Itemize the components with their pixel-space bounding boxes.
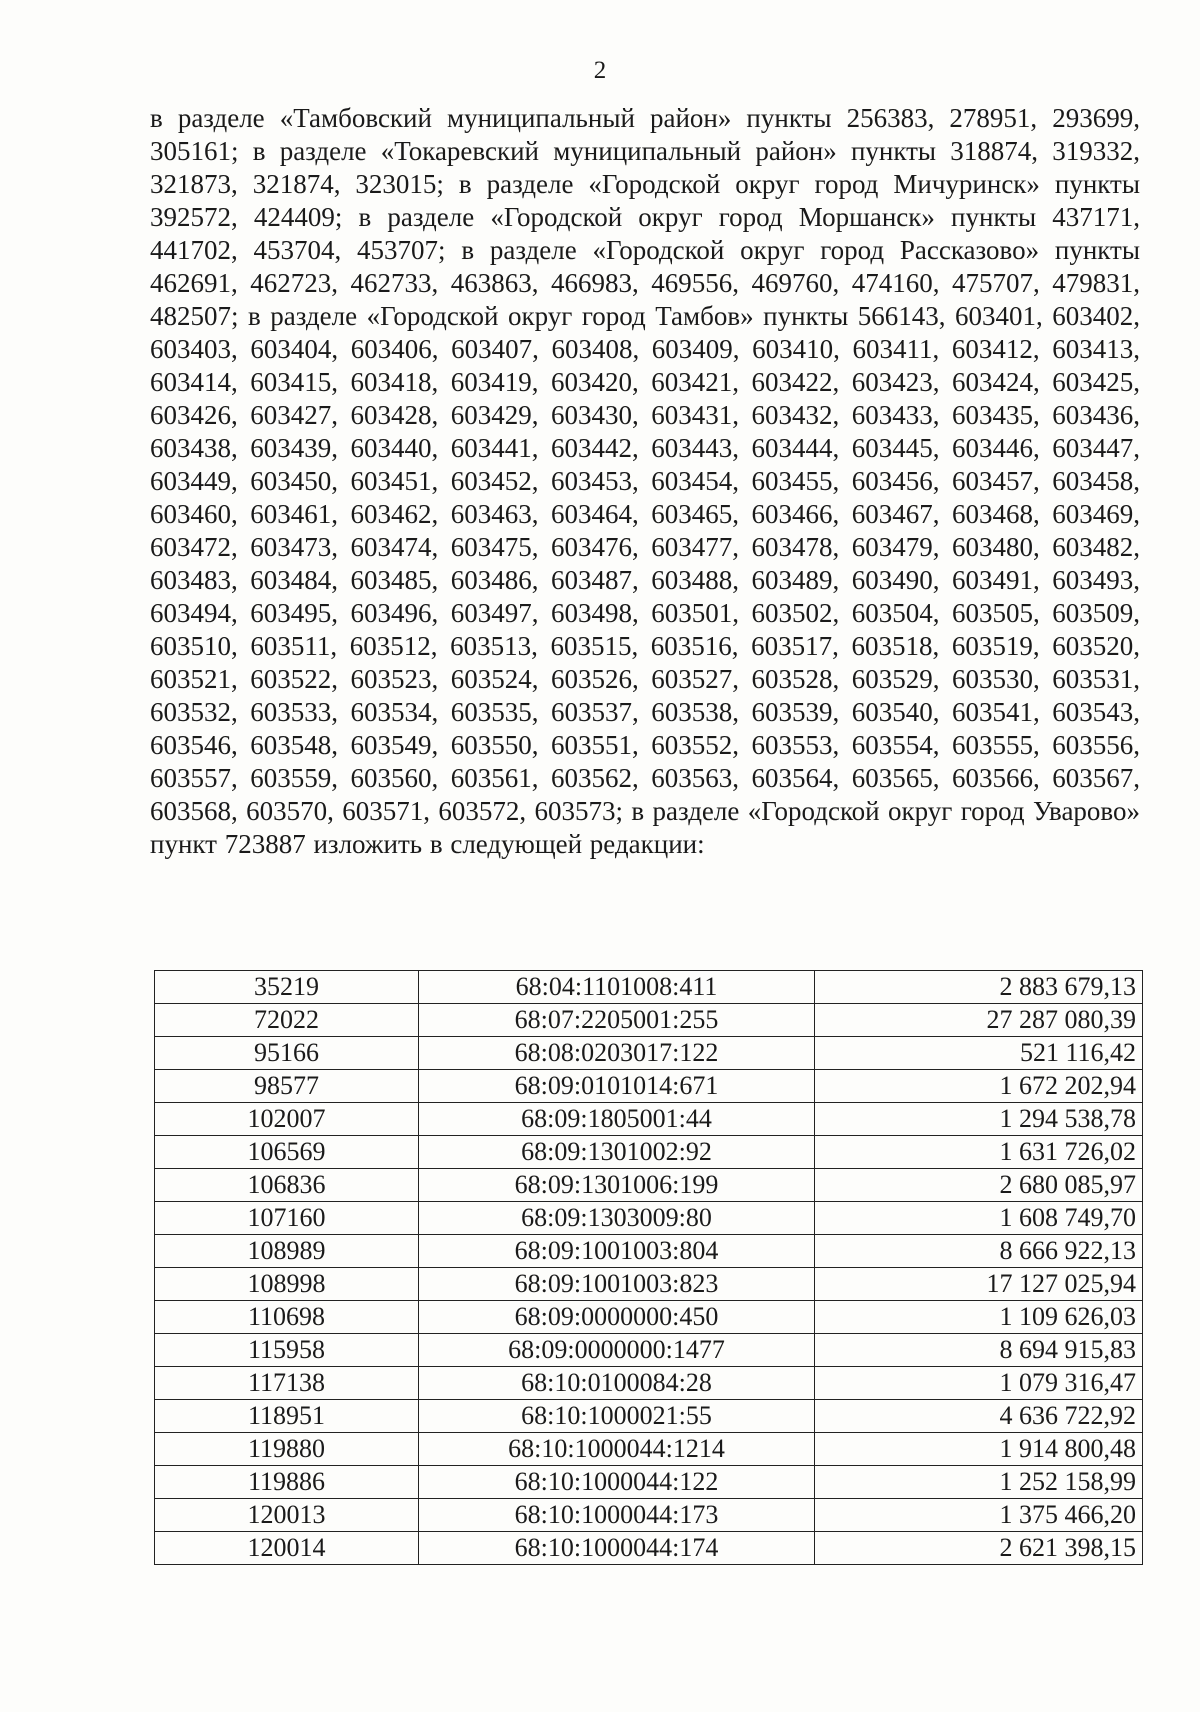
item-number-cell: 115958 <box>155 1334 419 1367</box>
cadastral-value-cell: 27 287 080,39 <box>815 1004 1143 1037</box>
cadastral-value-cell: 8 666 922,13 <box>815 1235 1143 1268</box>
cadastral-value-cell: 17 127 025,94 <box>815 1268 1143 1301</box>
cadastral-value-cell: 1 079 316,47 <box>815 1367 1143 1400</box>
table-body <box>155 971 1143 1565</box>
item-number-cell: 102007 <box>155 1103 419 1136</box>
table-row <box>155 971 1143 1004</box>
table-row <box>155 1070 1143 1103</box>
cadastral-value-cell: 2 883 679,13 <box>815 971 1143 1004</box>
cadastral-number-cell: 68:09:1001003:804 <box>419 1235 815 1268</box>
cadastral-value-cell: 4 636 722,92 <box>815 1400 1143 1433</box>
cadastral-number-cell: 68:10:0100084:28 <box>419 1367 815 1400</box>
item-number-cell: 106836 <box>155 1169 419 1202</box>
table-row <box>155 1136 1143 1169</box>
cadastral-number-cell: 68:09:1805001:44 <box>419 1103 815 1136</box>
item-number-cell: 107160 <box>155 1202 419 1235</box>
item-number-cell: 120013 <box>155 1499 419 1532</box>
cadastral-number-cell: 68:09:1301006:199 <box>419 1169 815 1202</box>
item-number-cell: 108998 <box>155 1268 419 1301</box>
table-row <box>155 1466 1143 1499</box>
cadastral-value-cell: 1 252 158,99 <box>815 1466 1143 1499</box>
cadastral-value-cell: 1 109 626,03 <box>815 1301 1143 1334</box>
cadastral-number-cell: 68:09:0000000:450 <box>419 1301 815 1334</box>
cadastral-value-cell: 1 672 202,94 <box>815 1070 1143 1103</box>
cadastral-value-cell: 8 694 915,83 <box>815 1334 1143 1367</box>
cadastral-number-cell: 68:10:1000044:122 <box>419 1466 815 1499</box>
cadastral-value-cell: 1 914 800,48 <box>815 1433 1143 1466</box>
cadastral-value-cell: 1 631 726,02 <box>815 1136 1143 1169</box>
cadastral-value-table <box>154 970 1143 1565</box>
table-row <box>155 1367 1143 1400</box>
item-number-cell: 119880 <box>155 1433 419 1466</box>
table-row <box>155 1301 1143 1334</box>
table-row <box>155 1103 1143 1136</box>
item-number-cell: 106569 <box>155 1136 419 1169</box>
item-number-cell: 35219 <box>155 971 419 1004</box>
cadastral-number-cell: 68:07:2205001:255 <box>419 1004 815 1037</box>
cadastral-number-cell: 68:08:0203017:122 <box>419 1037 815 1070</box>
table-row <box>155 1433 1143 1466</box>
cadastral-number-cell: 68:09:1001003:823 <box>419 1268 815 1301</box>
table-row <box>155 1202 1143 1235</box>
item-number-cell: 108989 <box>155 1235 419 1268</box>
item-number-cell: 119886 <box>155 1466 419 1499</box>
table-row <box>155 1400 1143 1433</box>
table-row <box>155 1235 1143 1268</box>
table-row <box>155 1499 1143 1532</box>
item-number-cell: 110698 <box>155 1301 419 1334</box>
cadastral-number-cell: 68:10:1000021:55 <box>419 1400 815 1433</box>
amendment-paragraph: в разделе «Тамбовский муниципальный район» пункты 256383, 278951, 293699, 305161; в разделе «Токаревский муниципальный район» пункты 318874, 319332, 321873, 321874, 323015; в разделе «Городской округ город Мичуринск» пункты 392572, 424409; в разделе «Городской округ город Моршанск» пункты 437171, 441702, 453704, 453707; в разделе «Городской округ город Рассказово» пункты 462691, 462723, 462733, 463863, 466983, 469556, 469760, 474160, 475707, 479831, 482507; в разделе «Городской округ город Тамбов» пункты 566143, 603401, 603402, 603403, 603404, 603406, 603407, 603408, 603409, 603410, 603411, 603412, 603413, 603414, 603415, 603418, 603419, 603420, 603421, 603422, 603423, 603424, 603425, 603426, 603427, 603428, 603429, 603430, 603431, 603432, 603433, 603435, 603436, 603438, 603439, 603440, 603441, 603442, 603443, 603444, 603445, 603446, 603447, 603449, 603450, 603451, 603452, 603453, 603454, 603455, 603456, 603457, 603458, 603460, 603461, 603462, 603463, 603464, 603465, 603466, 603467, 603468, 603469, 603472, 603473, 603474, 603475, 603476, 603477, 603478, 603479, 603480, 603482, 603483, 603484, 603485, 603486, 603487, 603488, 603489, 603490, 603491, 603493, 603494, 603495, 603496, 603497, 603498, 603501, 603502, 603504, 603505, 603509, 603510, 603511, 603512, 603513, 603515, 603516, 603517, 603518, 603519, 603520, 603521, 603522, 603523, 603524, 603526, 603527, 603528, 603529, 603530, 603531, 603532, 603533, 603534, 603535, 603537, 603538, 603539, 603540, 603541, 603543, 603546, 603548, 603549, 603550, 603551, 603552, 603553, 603554, 603555, 603556, 603557, 603559, 603560, 603561, 603562, 603563, 603564, 603565, 603566, 603567, 603568, 603570, 603571, 603572, 603573; в разделе «Городской округ город Уварово» пункт 723887 изложить в следующей редакции: <box>150 103 1140 859</box>
item-number-cell: 95166 <box>155 1037 419 1070</box>
cadastral-value-cell: 521 116,42 <box>815 1037 1143 1070</box>
cadastral-number-cell: 68:09:1303009:80 <box>419 1202 815 1235</box>
cadastral-number-cell: 68:09:1301002:92 <box>419 1136 815 1169</box>
cadastral-value-cell: 1 375 466,20 <box>815 1499 1143 1532</box>
cadastral-number-cell: 68:10:1000044:1214 <box>419 1433 815 1466</box>
cadastral-value-cell: 1 294 538,78 <box>815 1103 1143 1136</box>
item-number-cell: 120014 <box>155 1532 419 1565</box>
table-row <box>155 1268 1143 1301</box>
table-row <box>155 1037 1143 1070</box>
cadastral-value-cell: 1 608 749,70 <box>815 1202 1143 1235</box>
cadastral-number-cell: 68:10:1000044:174 <box>419 1532 815 1565</box>
table-row <box>155 1169 1143 1202</box>
item-number-cell: 118951 <box>155 1400 419 1433</box>
cadastral-number-cell: 68:04:1101008:411 <box>419 971 815 1004</box>
page-number: 2 <box>593 57 607 84</box>
cadastral-number-cell: 68:10:1000044:173 <box>419 1499 815 1532</box>
table-row <box>155 1004 1143 1037</box>
item-number-cell: 98577 <box>155 1070 419 1103</box>
cadastral-number-cell: 68:09:0101014:671 <box>419 1070 815 1103</box>
table-row <box>155 1334 1143 1367</box>
item-number-cell: 117138 <box>155 1367 419 1400</box>
item-number-cell: 72022 <box>155 1004 419 1037</box>
cadastral-value-cell: 2 680 085,97 <box>815 1169 1143 1202</box>
table-row <box>155 1532 1143 1565</box>
cadastral-number-cell: 68:09:0000000:1477 <box>419 1334 815 1367</box>
cadastral-value-cell: 2 621 398,15 <box>815 1532 1143 1565</box>
